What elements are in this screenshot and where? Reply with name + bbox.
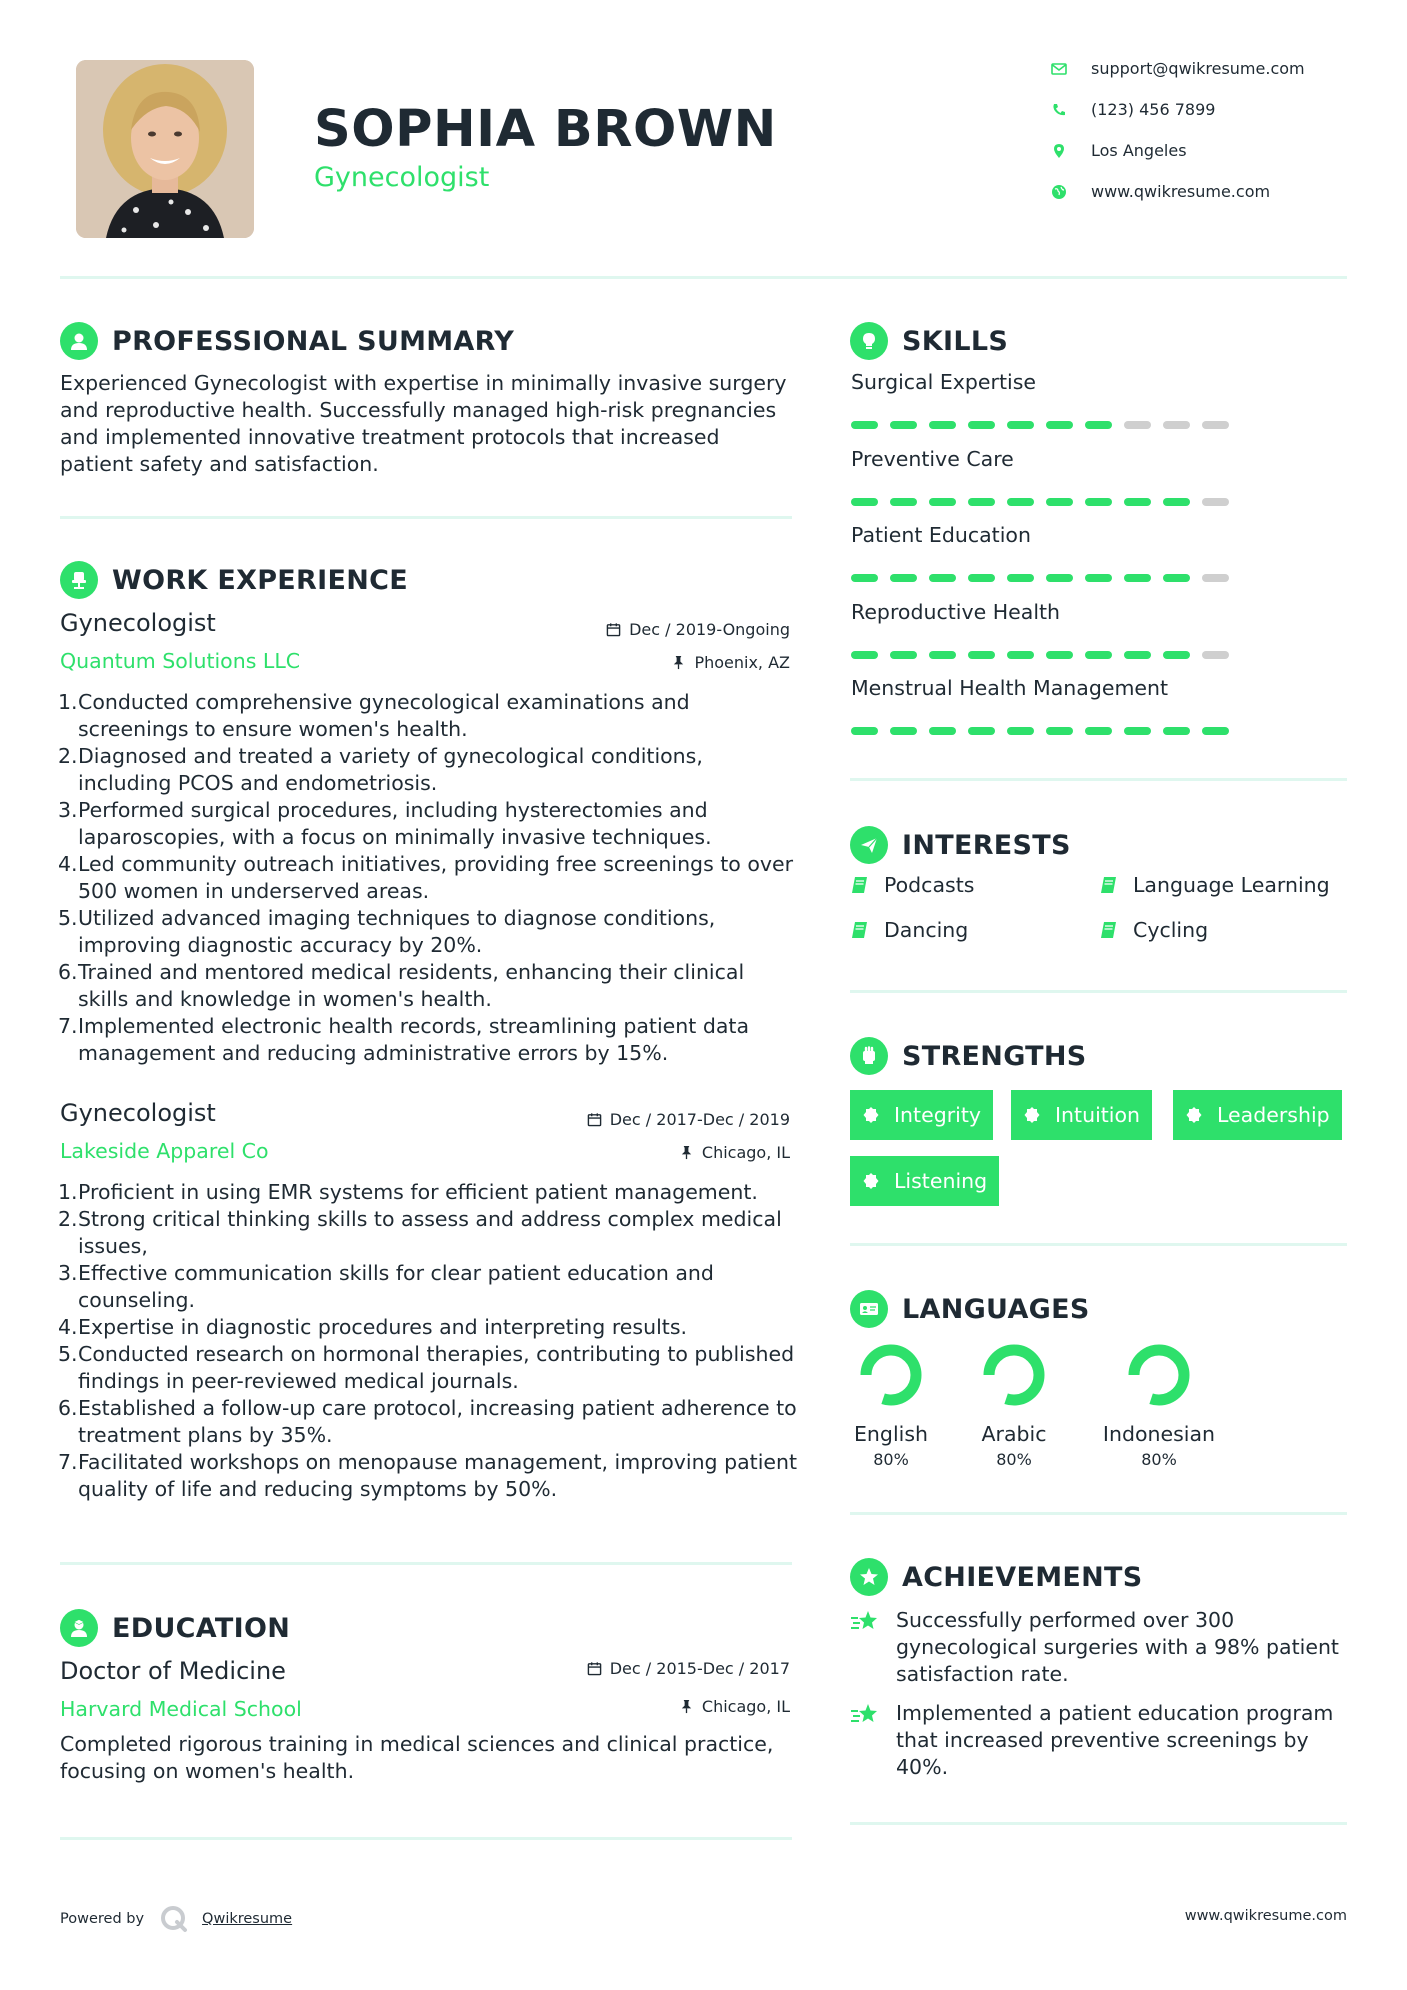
lightbulb-icon [850,322,888,360]
skill-dash-filled [1085,421,1112,429]
skill-dash-filled [851,651,878,659]
skill-name: Reproductive Health [851,599,1061,624]
skill-dash-filled [890,574,917,582]
skill-dash-filled [1046,651,1073,659]
skill-dash-filled [1124,651,1151,659]
language-name: Indonesian [1102,1422,1216,1446]
language-item [841,1342,941,1469]
contact-email-text: support@qwikresume.com [1091,59,1305,78]
skill-dash-filled [1163,727,1190,735]
pushpin-icon [679,1145,694,1160]
pushpin-icon [679,1699,694,1714]
job-title: Gynecologist [60,609,216,637]
education-heading [60,1609,290,1647]
skill-name: Menstrual Health Management [851,676,1169,700]
map-pin-icon [1051,143,1067,159]
calendar-icon [587,1661,602,1676]
powered-by [60,1905,292,1933]
graduate-icon [60,1609,98,1647]
language-item [964,1342,1064,1469]
interest-item [1099,918,1208,942]
badge-icon [1185,1106,1203,1124]
experience-heading [60,561,408,599]
list-item: 4. Led community outreach initiatives, providing free screenings to over 500 women in underserved areas. [58,852,794,903]
skill-dash-filled [1007,421,1034,429]
skill-dash-filled [1046,574,1073,582]
skill-dash-filled [968,574,995,582]
school-name: Harvard Medical School [60,1697,302,1721]
list-item: 2. Diagnosed and treated a variety of gynecological conditions, including PCOS and endometriosis. [58,744,703,795]
pushpin-icon [671,655,686,670]
language-progress-ring [858,1342,924,1408]
phone-icon [1051,102,1067,118]
achievements-heading [850,1558,1143,1596]
job-location-text: Phoenix, AZ [694,653,790,672]
book-icon [850,875,870,895]
list-item: 1. Conducted comprehensive gynecological examinations and screenings to ensure women's health. [58,690,690,741]
interest-item [850,873,974,897]
strength-label: Leadership [1217,1103,1330,1127]
profile-photo [76,60,254,238]
achievement-text: Implemented a patient education program that increased preventive screenings by 40%. [896,1701,1334,1779]
experience-heading-label: WORK EXPERIENCE [112,564,408,596]
job-dates-text: Dec / 2017-Dec / 2019 [609,1110,790,1129]
skill-dash-filled [929,498,956,506]
id-card-icon [850,1290,888,1328]
skill-dash-filled [890,727,917,735]
job-location [679,1143,790,1162]
skill-level-bar [851,727,1241,735]
calendar-icon [587,1112,602,1127]
language-percent: 80% [1141,1450,1177,1469]
skill-name: Surgical Expertise [851,370,1036,394]
summary-heading [60,322,514,360]
skill-dash-filled [1046,498,1073,506]
skill-dash-filled [851,727,878,735]
contact-email[interactable] [1051,59,1305,78]
skill-dash-empty [1202,651,1229,659]
contact-website[interactable] [1051,182,1270,201]
skill-dash-filled [851,498,878,506]
skill-dash-filled [1085,574,1112,582]
achievement-item [850,1700,1350,1781]
language-percent: 80% [996,1450,1032,1469]
badge-icon [1023,1106,1041,1124]
skill-dash-filled [929,651,956,659]
education-dates [587,1659,790,1678]
office-chair-icon [60,561,98,599]
envelope-icon [1051,61,1067,77]
interests-heading-label: INTERESTS [902,829,1071,861]
job-title: Gynecologist [60,1099,216,1127]
skill-dash-filled [968,651,995,659]
skill-dash-filled [1163,574,1190,582]
contact-location [1051,141,1187,160]
interest-item [850,918,968,942]
contact-location-text: Los Angeles [1091,141,1187,160]
list-item: 3. Effective communication skills for clear patient education and counseling. [58,1261,714,1312]
language-progress-arc [1134,1350,1184,1400]
shooting-star-icon [850,1609,880,1635]
skill-dash-filled [851,421,878,429]
education-heading-label: EDUCATION [112,1612,291,1644]
globe-icon [1051,184,1067,200]
interest-item [1099,873,1330,897]
book-icon [1099,920,1119,940]
language-percent: 80% [873,1450,909,1469]
education-dates-text: Dec / 2015-Dec / 2017 [609,1659,790,1678]
degree-title: Doctor of Medicine [60,1657,286,1685]
skill-dash-filled [1085,727,1112,735]
skill-dash-filled [929,727,956,735]
skill-dash-empty [1202,574,1229,582]
book-icon [850,920,870,940]
star-badge-icon [850,1558,888,1596]
list-item: 3. Performed surgical procedures, including hysterectomies and laparoscopies, with a focus on minimally invasive techniques. [58,798,712,849]
education-divider [60,1837,792,1840]
skill-dash-filled [968,421,995,429]
badge-icon [862,1106,880,1124]
job-company: Quantum Solutions LLC [60,649,301,673]
skill-dash-filled [890,498,917,506]
list-item: 6. Trained and mentored medical residents, enhancing their clinical skills and knowledge in women's health. [58,960,745,1011]
education-description: Completed rigorous training in medical sciences and clinical practice, focusing on women's health. [60,1732,774,1783]
book-icon [1099,875,1119,895]
skill-dash-filled [968,498,995,506]
summary-heading-label: PROFESSIONAL SUMMARY [112,325,515,357]
skills-heading-label: SKILLS [902,325,1009,357]
skill-level-bar [851,498,1241,506]
skill-dash-filled [968,727,995,735]
interest-label: Language Learning [1133,873,1330,897]
language-progress-ring [1126,1342,1192,1408]
skill-dash-filled [1163,498,1190,506]
languages-heading-label: LANGUAGES [902,1293,1090,1325]
skill-dash-filled [1085,498,1112,506]
list-item: 1. Proficient in using EMR systems for efficient patient management. [58,1180,758,1204]
achievements-heading-label: ACHIEVEMENTS [902,1561,1143,1593]
skill-dash-filled [1163,651,1190,659]
achievement-text: Successfully performed over 300 gynecological surgeries with a 98% patient satisfaction rate. [896,1608,1339,1686]
skill-dash-filled [1007,651,1034,659]
strengths-heading-label: STRENGTHS [902,1040,1087,1072]
skill-dash-filled [1007,727,1034,735]
strength-label: Integrity [894,1103,981,1127]
contact-phone[interactable] [1051,100,1215,119]
footer-url[interactable]: www.qwikresume.com [1184,1908,1347,1924]
skill-dash-filled [1007,498,1034,506]
skill-dash-filled [1124,574,1151,582]
skill-dash-filled [1046,727,1073,735]
skill-dash-empty [1124,421,1151,429]
job-location-text: Chicago, IL [701,1143,790,1162]
powered-by-label: Powered by [60,1911,145,1927]
achievements-divider [850,1822,1347,1825]
contact-phone-text: (123) 456 7899 [1091,100,1216,119]
strength-chip [1011,1090,1152,1140]
candidate-name: SOPHIA BROWN [314,100,777,159]
skill-dash-filled [1007,574,1034,582]
language-progress-arc [866,1350,916,1400]
skill-name: Preventive Care [851,446,1014,471]
calendar-icon [606,622,621,637]
strength-chip [850,1156,999,1206]
strength-label: Intuition [1055,1103,1141,1127]
skill-dash-empty [1163,421,1190,429]
list-item: 4. Expertise in diagnostic procedures and interpreting results. [58,1315,688,1339]
job-duties-list [60,689,800,1067]
language-name: English [853,1422,929,1446]
language-progress-ring [981,1342,1047,1408]
skill-dash-empty [1202,498,1229,506]
job-dates [606,620,790,639]
paper-plane-icon [850,826,888,864]
interest-label: Dancing [884,918,969,942]
skill-dash-filled [1202,727,1229,735]
skill-dash-filled [1124,727,1151,735]
header-divider [60,276,1347,279]
skill-dash-filled [929,574,956,582]
languages-divider [850,1512,1347,1515]
skills-heading [850,322,1008,360]
summary-text: Experienced Gynecologist with expertise in minimally invasive surgery and reproductive health. Successfully managed high-risk pregnancies and implemented innovative treatment protocols that increased patient safety and satisfaction. [60,371,787,476]
skill-dash-filled [851,574,878,582]
interest-label: Podcasts [884,873,975,897]
skill-dash-empty [1202,421,1229,429]
interests-heading [850,826,1071,864]
skill-dash-filled [1085,651,1112,659]
strength-chip [1173,1090,1342,1140]
job-duties-list [60,1179,800,1503]
strength-label: Listening [894,1169,988,1193]
language-item [1089,1342,1229,1469]
qwikresume-link[interactable]: Qwikresume [202,1911,293,1927]
user-icon [60,322,98,360]
summary-divider [60,516,792,519]
skill-dash-filled [929,421,956,429]
skill-level-bar [851,651,1241,659]
list-item: 5. Utilized advanced imaging techniques to diagnose conditions, improving diagnostic accuracy by 20%. [58,906,716,957]
skill-name: Patient Education [851,523,1031,547]
experience-divider [60,1562,792,1565]
interest-label: Cycling [1133,918,1209,942]
fist-icon [850,1037,888,1075]
skill-dash-filled [890,421,917,429]
skill-dash-filled [1046,421,1073,429]
candidate-title: Gynecologist [314,162,490,193]
education-location [679,1697,790,1716]
job-dates [587,1110,790,1129]
list-item: 2. Strong critical thinking skills to assess and address complex medical issues, [58,1207,782,1258]
list-item: 7. Implemented electronic health records, streamlining patient data management and reducing administrative errors by 15%. [58,1014,750,1065]
job-company: Lakeside Apparel Co [60,1139,269,1163]
skill-level-bar [851,574,1241,582]
list-item: 7. Facilitated workshops on menopause management, improving patient quality of life and reducing symptoms by 50%. [58,1450,798,1501]
job-dates-text: Dec / 2019-Ongoing [629,620,790,639]
skill-level-bar [851,421,1241,429]
strengths-divider [850,1243,1347,1246]
contact-website-text: www.qwikresume.com [1091,182,1271,201]
interests-divider [850,990,1347,993]
language-progress-arc [989,1350,1039,1400]
achievement-item [850,1607,1350,1688]
languages-heading [850,1290,1090,1328]
skills-divider [850,778,1347,781]
education-location-text: Chicago, IL [701,1697,790,1716]
strength-chip [850,1090,993,1140]
job-location [671,653,790,672]
badge-icon [862,1172,880,1190]
skill-dash-filled [1124,498,1151,506]
skill-dash-filled [890,651,917,659]
qwikresume-logo-icon [160,1905,188,1933]
list-item: 6. Established a follow-up care protocol, increasing patient adherence to treatment plans by 35%. [58,1396,797,1447]
language-name: Arabic [981,1422,1047,1446]
shooting-star-icon [850,1702,880,1728]
list-item: 5. Conducted research on hormonal therapies, contributing to published findings in peer-reviewed medical journals. [58,1342,795,1393]
strengths-heading [850,1037,1087,1075]
